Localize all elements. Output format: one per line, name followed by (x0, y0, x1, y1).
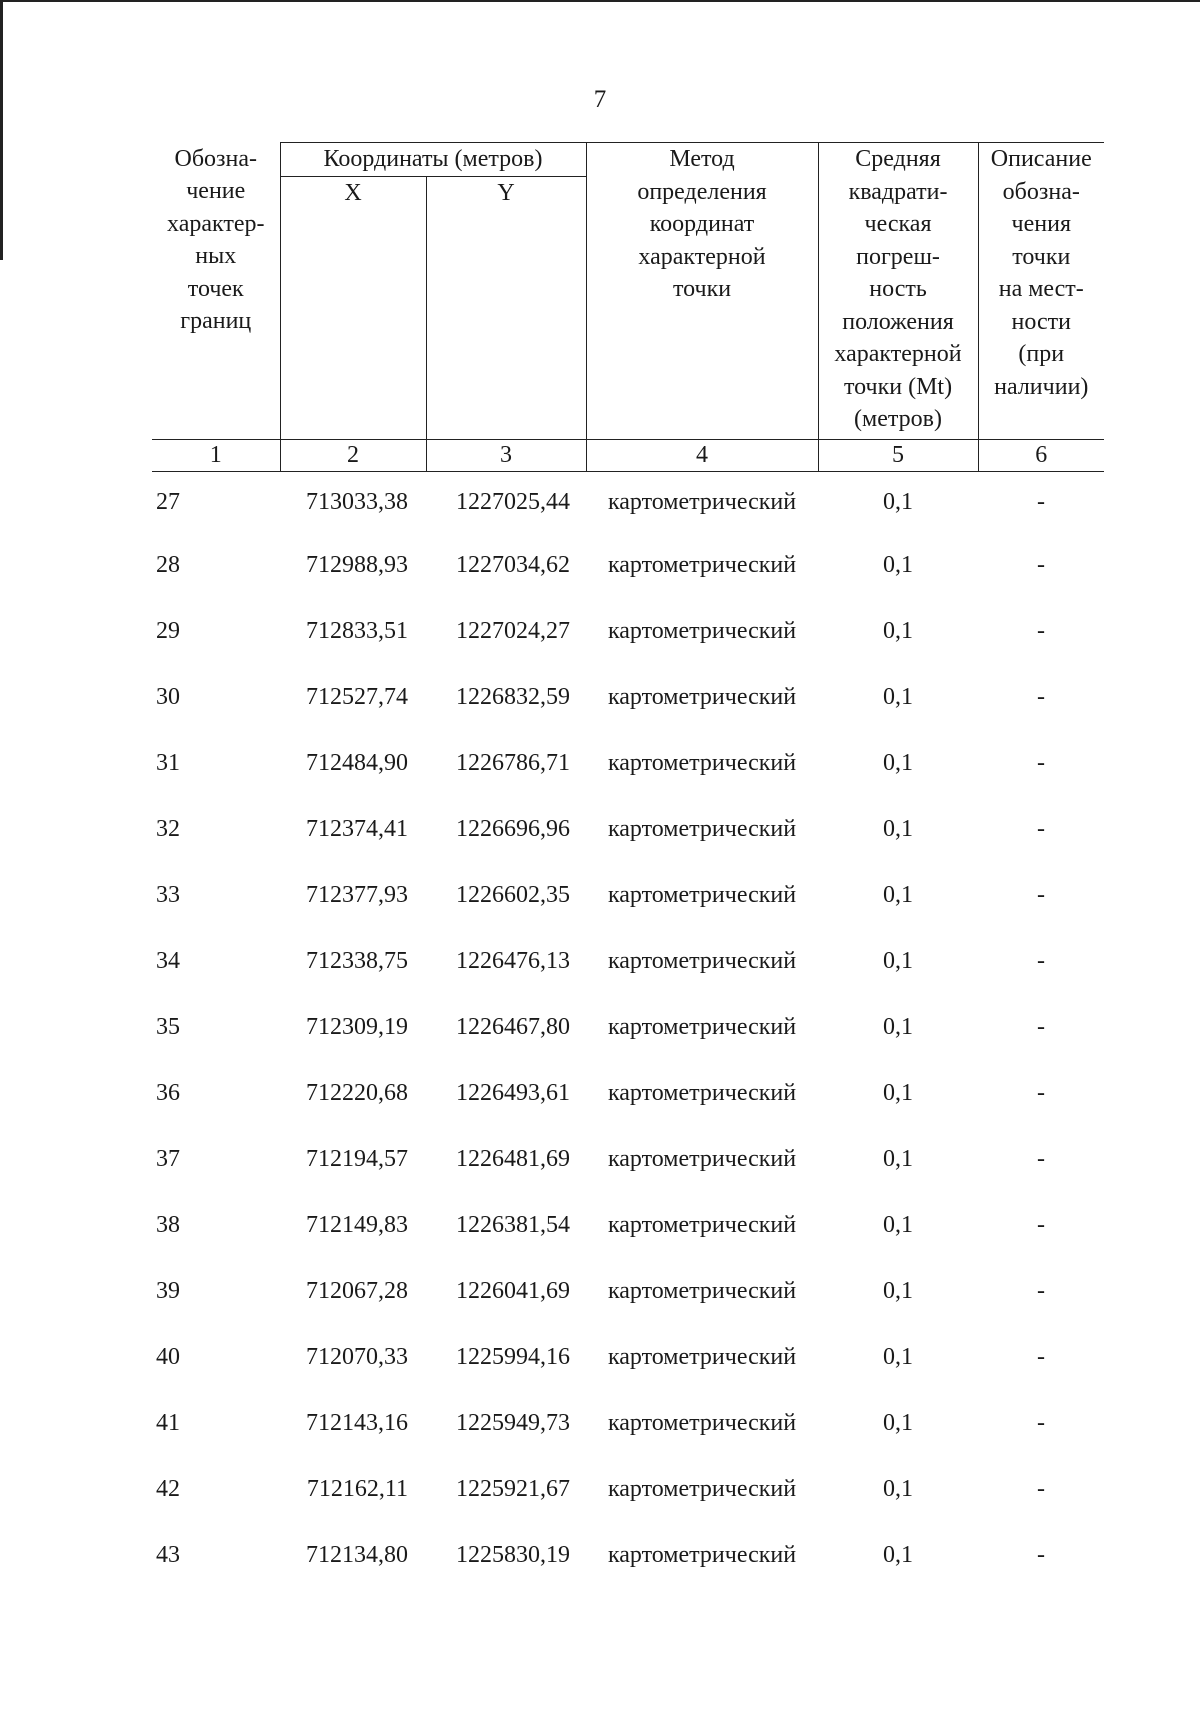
cell-method: картометрический (607, 488, 797, 515)
cell-x: 713033,38 (306, 488, 408, 515)
cell-description: - (1037, 947, 1046, 974)
table-row (152, 1192, 1104, 1258)
cell-y: 1226476,13 (456, 947, 571, 974)
column-number: 6 (978, 439, 1104, 471)
cell-method: картометрический (607, 1277, 797, 1304)
cell-method: картометрический (607, 1079, 797, 1106)
table-row (152, 1456, 1104, 1522)
cell-description: - (1037, 1013, 1046, 1040)
cell-point-id: 33 (156, 881, 180, 908)
page-number: 7 (593, 86, 607, 113)
cell-y: 1226832,59 (456, 683, 571, 710)
cell-description: - (1037, 683, 1046, 710)
cell-y: 1226467,80 (456, 1013, 571, 1040)
cell-x: 712067,28 (306, 1277, 408, 1304)
cell-point-id: 34 (156, 947, 180, 974)
cell-description: - (1037, 1475, 1046, 1502)
cell-x: 712149,83 (306, 1211, 408, 1238)
cell-error: 0,1 (883, 551, 914, 578)
cell-point-id: 32 (156, 815, 180, 842)
cell-error: 0,1 (883, 1013, 914, 1040)
cell-description: - (1037, 1079, 1046, 1106)
header-coordinates-group: Координаты (метров) (280, 143, 586, 177)
cell-method: картометрический (607, 881, 797, 908)
table-row (152, 664, 1104, 730)
cell-x: 712143,16 (306, 1409, 408, 1436)
cell-y: 1225921,67 (456, 1475, 571, 1502)
cell-method: картометрический (607, 1013, 797, 1040)
cell-y: 1226381,54 (456, 1211, 571, 1238)
column-number: 5 (818, 439, 978, 471)
cell-error: 0,1 (883, 1277, 914, 1304)
table-body (152, 471, 1104, 1588)
cell-description: - (1037, 551, 1046, 578)
column-number: 3 (426, 439, 586, 471)
cell-description: - (1037, 881, 1046, 908)
cell-method: картометрический (607, 1541, 797, 1568)
header-point-id: Обозна- чение характер- ных точек границ (152, 143, 280, 440)
cell-y: 1226602,35 (456, 881, 571, 908)
cell-point-id: 42 (156, 1475, 180, 1502)
cell-description: - (1037, 1343, 1046, 1370)
cell-x: 712134,80 (306, 1541, 408, 1568)
cell-method: картометрический (607, 551, 797, 578)
header-y: Y (426, 176, 586, 439)
header-x: X (280, 176, 426, 439)
cell-error: 0,1 (883, 1079, 914, 1106)
cell-x: 712374,41 (306, 815, 408, 842)
table-row (152, 730, 1104, 796)
cell-error: 0,1 (883, 1475, 914, 1502)
cell-error: 0,1 (883, 1343, 914, 1370)
table-row (152, 1522, 1104, 1588)
coordinates-table (152, 142, 1104, 1588)
table-row (152, 1060, 1104, 1126)
cell-description: - (1037, 749, 1046, 776)
cell-point-id: 27 (156, 488, 180, 515)
cell-method: картометрический (607, 1145, 797, 1172)
cell-point-id: 41 (156, 1409, 180, 1436)
table-row (152, 1126, 1104, 1192)
cell-point-id: 36 (156, 1079, 180, 1106)
cell-y: 1227034,62 (456, 551, 571, 578)
table-row (152, 1390, 1104, 1456)
cell-y: 1225830,19 (456, 1541, 571, 1568)
cell-description: - (1037, 488, 1046, 515)
table-row (152, 532, 1104, 598)
cell-description: - (1037, 1541, 1046, 1568)
header-error: Средняя квадрати- ческая погреш- ность положения характерной точки (Mt) (метров) (818, 143, 978, 440)
cell-error: 0,1 (883, 488, 914, 515)
cell-description: - (1037, 1211, 1046, 1238)
cell-error: 0,1 (883, 683, 914, 710)
cell-x: 712988,93 (306, 551, 408, 578)
cell-point-id: 30 (156, 683, 180, 710)
cell-method: картометрический (607, 815, 797, 842)
cell-point-id: 31 (156, 749, 180, 776)
cell-x: 712220,68 (306, 1079, 408, 1106)
cell-point-id: 38 (156, 1211, 180, 1238)
cell-method: картометрический (607, 1343, 797, 1370)
cell-method: картометрический (607, 1211, 797, 1238)
cell-y: 1227024,27 (456, 617, 571, 644)
cell-description: - (1037, 617, 1046, 644)
table-row (152, 471, 1104, 532)
cell-y: 1226493,61 (456, 1079, 571, 1106)
cell-error: 0,1 (883, 947, 914, 974)
cell-method: картометрический (607, 749, 797, 776)
cell-y: 1226041,69 (456, 1277, 571, 1304)
table-row (152, 796, 1104, 862)
cell-error: 0,1 (883, 1145, 914, 1172)
cell-point-id: 43 (156, 1541, 180, 1568)
cell-point-id: 37 (156, 1145, 180, 1172)
cell-point-id: 28 (156, 551, 180, 578)
cell-error: 0,1 (883, 1409, 914, 1436)
cell-error: 0,1 (883, 1211, 914, 1238)
page-edge-left (0, 0, 3, 260)
cell-error: 0,1 (883, 749, 914, 776)
column-number: 2 (280, 439, 426, 471)
cell-x: 712833,51 (306, 617, 408, 644)
cell-method: картометрический (607, 1409, 797, 1436)
header-description: Описание обозна- чения точки на мест- ности (при наличии) (978, 143, 1104, 440)
cell-description: - (1037, 1409, 1046, 1436)
page-edge-top (0, 0, 1200, 2)
column-number: 4 (586, 439, 818, 471)
cell-description: - (1037, 1145, 1046, 1172)
cell-y: 1226696,96 (456, 815, 571, 842)
table-row (152, 928, 1104, 994)
cell-y: 1225949,73 (456, 1409, 571, 1436)
cell-x: 712527,74 (306, 683, 408, 710)
cell-point-id: 35 (156, 1013, 180, 1040)
table-row (152, 598, 1104, 664)
cell-y: 1226481,69 (456, 1145, 571, 1172)
cell-description: - (1037, 1277, 1046, 1304)
cell-x: 712309,19 (306, 1013, 408, 1040)
cell-error: 0,1 (883, 1541, 914, 1568)
column-number-row (152, 439, 1104, 471)
cell-method: картометрический (607, 1475, 797, 1502)
cell-x: 712194,57 (306, 1145, 408, 1172)
cell-method: картометрический (607, 617, 797, 644)
cell-error: 0,1 (883, 815, 914, 842)
cell-y: 1226786,71 (456, 749, 571, 776)
cell-x: 712484,90 (306, 749, 408, 776)
cell-method: картометрический (607, 683, 797, 710)
table-row (152, 862, 1104, 928)
cell-point-id: 39 (156, 1277, 180, 1304)
cell-x: 712070,33 (306, 1343, 408, 1370)
cell-method: картометрический (607, 947, 797, 974)
cell-x: 712377,93 (306, 881, 408, 908)
cell-point-id: 29 (156, 617, 180, 644)
column-number: 1 (152, 439, 280, 471)
cell-x: 712162,11 (306, 1475, 408, 1502)
table-row (152, 1324, 1104, 1390)
cell-error: 0,1 (883, 617, 914, 644)
cell-x: 712338,75 (306, 947, 408, 974)
cell-error: 0,1 (883, 881, 914, 908)
cell-description: - (1037, 815, 1046, 842)
header-method: Метод определения координат характерной точки (586, 143, 818, 440)
table-row (152, 994, 1104, 1060)
cell-y: 1227025,44 (456, 488, 571, 515)
cell-point-id: 40 (156, 1343, 180, 1370)
table-row (152, 1258, 1104, 1324)
cell-y: 1225994,16 (456, 1343, 571, 1370)
